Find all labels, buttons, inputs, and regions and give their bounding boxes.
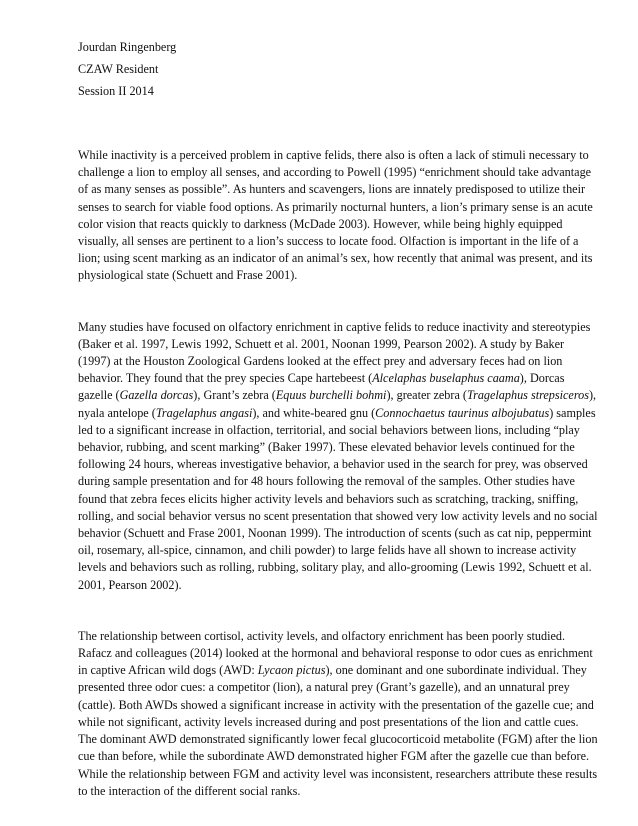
text-segment: ), greater zebra ( (386, 388, 467, 403)
author-name: Jourdan Ringenberg (78, 40, 177, 54)
species-name: Gazella dorcas (119, 388, 194, 403)
species-name: Tragelaphus strepsiceros (466, 388, 589, 403)
text-segment: ), Grant’s zebra ( (193, 388, 276, 403)
text-segment: While inactivity is a perceived problem in captive felids, there also is often a lack of stimuli necessary to challenge a lion to employ all senses, and according to Powell (1995) “enrichment should take advantage of as many senses as possible”. As hunters and scavengers, lions are innately predisposed to utilize their senses to search for viable food options. As primarily nocturnal hunters, a lion’s primary sense is an acute color vision that reacts quickly to darkness (McDade 2003). However, while being highly equipped visually, all senses are pertinent to a lion’s success to locate food. Olfaction is important in the life of a lion; using scent marking as an indicator of an animal’s sex, how recently that animal was present, and its physiological state (Schuett and Frase 2001). (78, 148, 593, 283)
text-segment: ) samples led to a significant increase in olfaction, territorial, and social behaviors between lions, including “play behavior, rubbing, and scent marking” (Baker 1997). These elevated behavior levels continued for the following 24 hours, whereas investigative behavior, a behavior used in the search for prey, was observed during sample presentation and for 48 hours following the removal of the samples. Other studies have found that zebra feces elicits higher activity levels and behaviors such as scratching, tracking, sniffing, rolling, and social behavior versus no scent presentation that showed very low activity levels and no social behavior (Schuett and Frase 2001, Noonan 1999). The introduction of scents (such as cat nip, peppermint oil, rosemary, all-spice, cinnamon, and chili powder) to large felids have all shown to increase activity levels and behaviors such as rolling, rubbing, solitary play, and allo-grooming (Lewis 1992, Schuett et al. 2001, Pearson 2002). (78, 405, 598, 592)
session-label: Session II 2014 (78, 84, 154, 98)
text-segment: Many studies have focused on olfactory enrichment in captive felids to reduce inactivity and stereotypies (Baker et al. 1997, Lewis 1992, Schuett et al. 2001, Noonan 1999, Pearson 2002). A study by Baker (1997) at the Houston Zoological Gardens looked at the effect prey and adversary feces had on lion behavior. They found that the prey species Cape hartebeest ( (78, 319, 591, 386)
species-name: Alcelaphas buselaphus caama (372, 371, 520, 386)
species-name: Connochaetus taurinus albojubatus (375, 405, 550, 420)
text-segment: The relationship between cortisol, activity levels, and olfactory enrichment has been poorly studied. Rafacz and colleagues (2014) looked at the hormonal and behavioral response to odor cues as enrichment in captive African wild dogs (AWD: (78, 628, 593, 678)
species-name: Tragelaphus angasi (155, 405, 253, 420)
paragraph-3 (78, 628, 598, 800)
paragraph-1 (78, 147, 598, 285)
author-role: CZAW Resident (78, 62, 159, 76)
text-segment: ), and white-beared gnu ( (252, 405, 376, 420)
text-segment: ), Dorcas gazelle ( (78, 371, 565, 403)
text-segment: ), nyala antelope ( (78, 388, 597, 420)
species-name: Equus burchelli bohmi (275, 388, 387, 403)
species-name: Lycaon pictus (257, 663, 326, 678)
paragraph-2 (78, 319, 598, 594)
text-segment: ), one dominant and one subordinate individual. They presented three odor cues: a competitor (lion), a natural prey (Grant’s gazelle), and an unnatural prey (cattle). Both AWDs showed a significant increase in activity with the presentation of the gazelle cue; and while not significant, activity levels increased during and post presentations of the lion and cattle cues. The dominant AWD demonstrated significantly lower fecal glucocorticoid metabolite (FGM) after the lion cue than before, while the subordinate AWD demonstrated higher FGM after the gazelle cue than before. While the relationship between FGM and activity level was inconsistent, researchers attribute these results to the interaction of the different social ranks. (78, 663, 598, 798)
